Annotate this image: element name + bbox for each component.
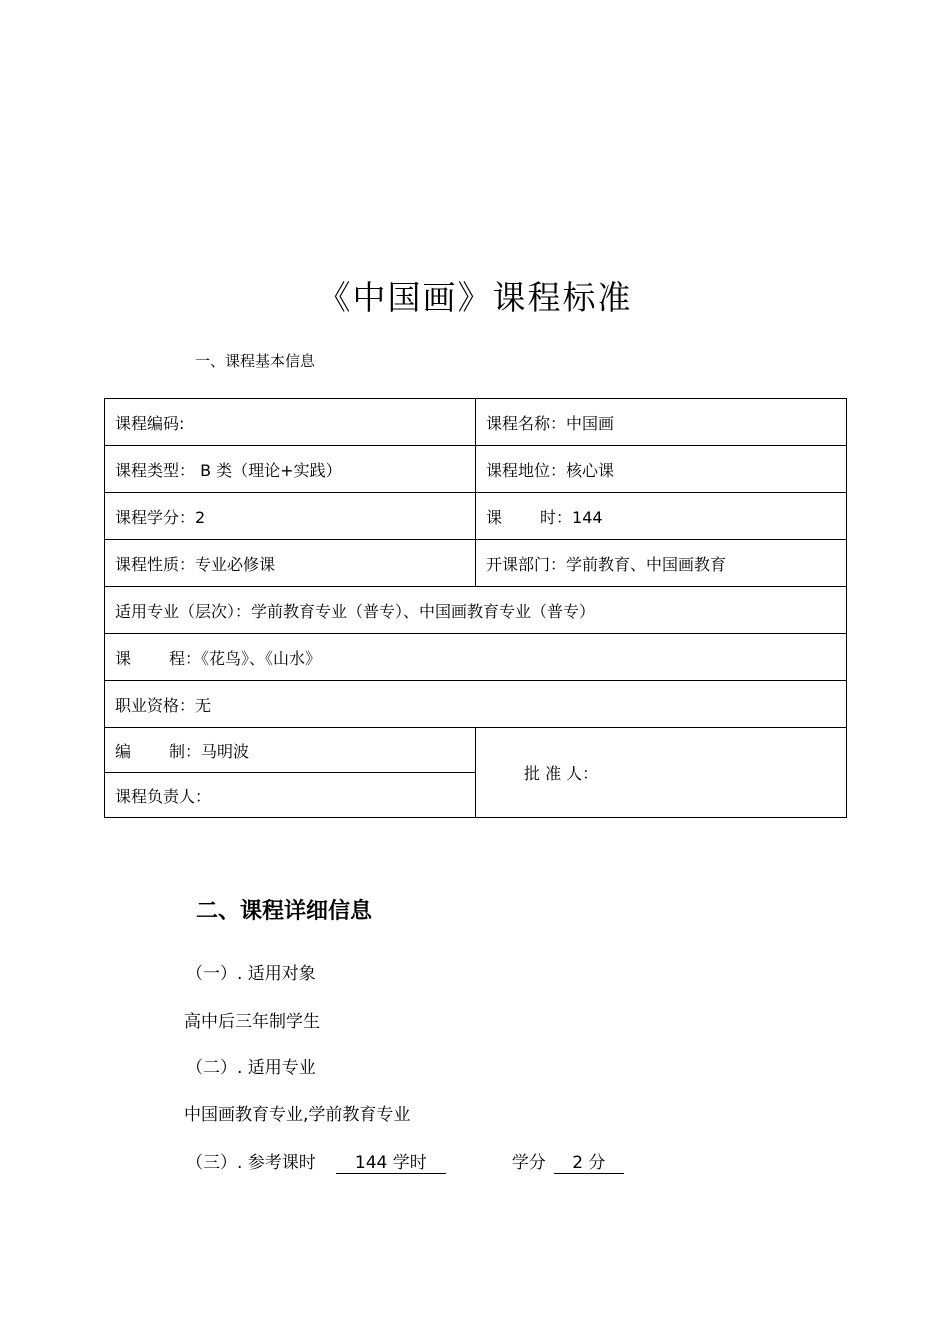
table-row xyxy=(105,634,847,681)
subsection-heading-target: （一）. 适用对象 xyxy=(186,964,316,984)
course-type-cell xyxy=(105,446,476,493)
editor-cell xyxy=(105,728,476,773)
table-row xyxy=(105,681,847,728)
subsection-text-majors: 中国画教育专业,学前教育专业 xyxy=(184,1105,411,1125)
course-hours-label-b: 时：144 xyxy=(540,507,603,527)
department-cell: 开课部门：学前教育、中国画教育 xyxy=(476,540,847,587)
document-title: 《中国画》课程标准 xyxy=(317,278,633,317)
table-row xyxy=(105,446,847,493)
reference-hours-value: 144 学时 xyxy=(336,1153,446,1174)
section-heading-detailed-info: 二、课程详细信息 xyxy=(196,899,373,924)
subsection-text-target: 高中后三年制学生 xyxy=(184,1012,320,1032)
section-heading-basic-info: 一、课程基本信息 xyxy=(195,352,316,370)
table-row xyxy=(105,540,847,587)
table-row xyxy=(105,399,847,446)
qualification-cell: 职业资格：无 xyxy=(105,681,847,728)
course-type-label: 课程类型： xyxy=(115,460,196,480)
credit-label: 学分 xyxy=(511,1153,546,1173)
course-name-cell: 课程名称：中国画 xyxy=(476,399,847,446)
course-hours-label-a: 课 xyxy=(486,507,503,527)
courses-label-b: 程：《花鸟》、《山水》 xyxy=(169,648,322,668)
approver-cell: 批 准 人： xyxy=(476,728,847,818)
table-row xyxy=(105,587,847,634)
table-row xyxy=(105,493,847,540)
course-type-value: B 类（理论+实践） xyxy=(200,460,342,480)
subsection-heading-majors: （二）. 适用专业 xyxy=(186,1058,316,1078)
reference-hours-label: （三）. 参考课时 xyxy=(186,1153,316,1173)
course-code-cell: 课程编码: xyxy=(105,399,476,446)
courses-cell xyxy=(105,634,847,681)
courses-label-a: 课 xyxy=(115,648,132,668)
table-row xyxy=(105,728,847,773)
editor-label-a: 编 xyxy=(115,741,132,761)
editor-label-b: 制：马明波 xyxy=(169,741,250,761)
course-info-table xyxy=(104,398,847,818)
course-position-cell: 课程地位：核心课 xyxy=(476,446,847,493)
course-credit-cell: 课程学分：2 xyxy=(105,493,476,540)
responsible-person-cell: 课程负责人： xyxy=(105,773,476,818)
applicable-majors-cell: 适用专业（层次）：学前教育专业（普专）、中国画教育专业（普专） xyxy=(105,587,847,634)
subsection-reference-hours xyxy=(186,1151,624,1175)
credit-value: 2 分 xyxy=(554,1153,624,1174)
course-nature-cell: 课程性质：专业必修课 xyxy=(105,540,476,587)
course-hours-cell xyxy=(476,493,847,540)
